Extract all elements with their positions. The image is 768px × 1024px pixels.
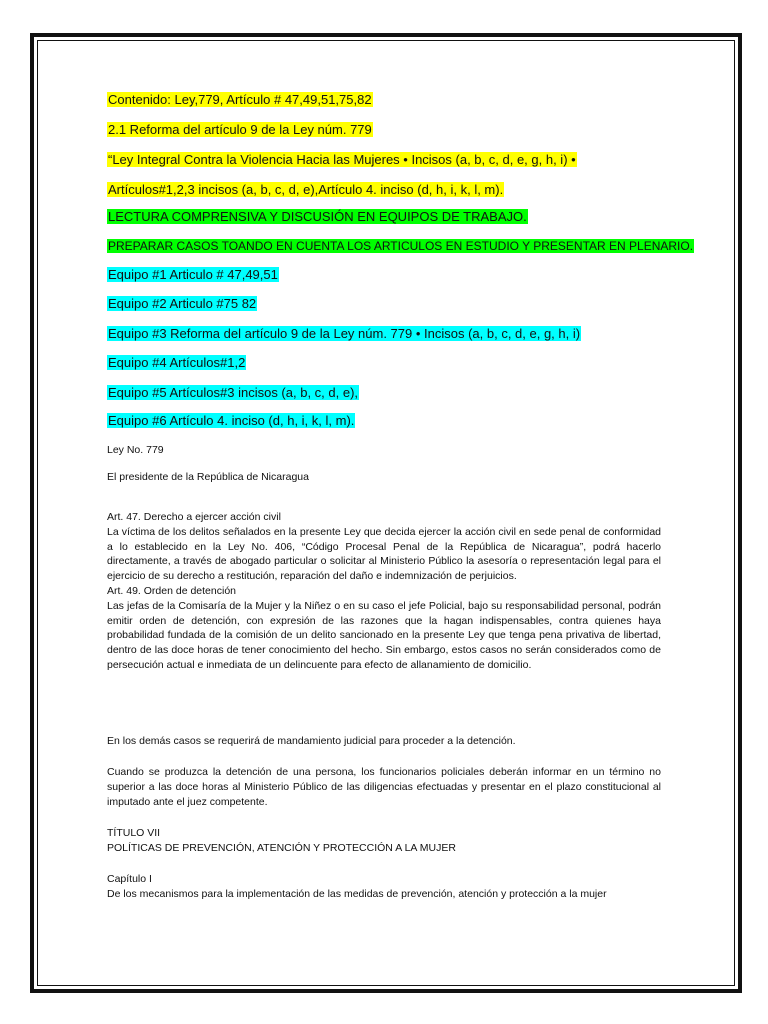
article-49-heading: Art. 49. Orden de detención (107, 584, 236, 597)
highlight-line-6 (107, 237, 694, 254)
article-49-body: Las jefas de la Comisaría de la Mujer y la Niñez o en su caso el jefe Policial, bajo su responsabilidad personal, podrán emitir orden de detención, con expresión de las razones que la hagan indispensables, contra quienes haya probabilidad fundada de la comisión de un delito sancionado en la presente Ley que tenga pena privativa de libertad, dentro de las doce horas de tener conocimiento del hecho. Sin embargo, estos casos no serán considerados como de persecución actual e inmediata de un delincuente para efecto de allanamiento de domicilio. (107, 599, 661, 671)
highlight-line-3 (107, 151, 577, 168)
highlight-line-1 (107, 91, 373, 108)
highlight-line-10 (107, 354, 246, 371)
article-47-body: La víctima de los delitos señalados en la presente Ley que decida ejercer la acción civil en sede penal de conformidad a lo establecido en la Ley No. 406, “Código Procesal Penal de la República de Nicaragua”, podrá hacerlo directamente, a través de abogado particular o solicitar al Ministerio Público la asesoría o representación legal para el ejercicio de su derecho a restitución, reparación del daño e indemnización de perjuicios. (107, 525, 661, 583)
highlight-line-12 (107, 412, 355, 429)
article-47-heading: Art. 47. Derecho a ejercer acción civil (107, 511, 281, 523)
highlight-line-8 (107, 295, 257, 312)
president-line: El presidente de la República de Nicaragua (107, 471, 309, 483)
highlighted-text: Contenido: Ley,779, Artículo # 47,49,51,75,82 (108, 92, 372, 107)
highlighted-text: LECTURA COMPRENSIVA Y DISCUSIÓN EN EQUIPOS DE TRABAJO. (108, 209, 527, 224)
article-49-para-3: Cuando se produzca la detención de una persona, los funcionarios policiales deberán informar en un término no superior a las doce horas al Ministerio Público de las diligencias efectuadas y presentar en el plazo constitucional al imputado ante el juez competente. (107, 766, 661, 808)
highlighted-text: Equipo #6 Artículo 4. inciso (d, h, i, k, l, m). (108, 413, 355, 428)
highlighted-text: PREPARAR CASOS TOANDO EN CUENTA LOS ARTICULOS EN ESTUDIO Y PRESENTAR EN PLENARIO. (108, 239, 694, 253)
highlighted-text: Artículos#1,2,3 incisos (a, b, c, d, e),Artículo 4. inciso (d, h, i, k, l, m). (108, 182, 504, 197)
highlighted-text: Equipo #3 Reforma del artículo 9 de la Ley núm. 779 • Incisos (a, b, c, d, e, g, h, i) (108, 326, 581, 341)
chapter-i-name: De los mecanismos para la implementación de las medidas de prevención, atención y protección a la mujer (107, 887, 607, 900)
article-49-para-2: En los demás casos se requerirá de mandamiento judicial para proceder a la detención. (107, 735, 516, 747)
highlight-line-9 (107, 325, 581, 342)
highlighted-text: Equipo #1 Articulo # 47,49,51 (108, 267, 278, 282)
chapter-i (107, 872, 607, 902)
article-47 (107, 510, 661, 673)
highlight-line-4 (107, 181, 504, 198)
highlighted-text: Equipo #5 Artículos#3 incisos (a, b, c, d, e), (108, 385, 359, 400)
law-number: Ley No. 779 (107, 444, 164, 456)
title-vii (107, 826, 456, 856)
highlighted-text: Equipo #2 Articulo #75 82 (108, 296, 257, 311)
highlight-line-2 (107, 121, 373, 138)
title-vii-label: TÍTULO VII (107, 827, 161, 839)
highlight-line-5 (107, 208, 528, 225)
highlight-line-7 (107, 266, 279, 283)
highlighted-text: “Ley Integral Contra la Violencia Hacia las Mujeres • Incisos (a, b, c, d, e, g, h, i) • (108, 152, 576, 167)
highlight-line-11 (107, 384, 359, 401)
highlighted-text: 2.1 Reforma del artículo 9 de la Ley núm. 779 (108, 122, 372, 137)
title-vii-name: POLÍTICAS DE PREVENCIÓN, ATENCIÓN Y PROTECCIÓN A LA MUJER (107, 841, 456, 854)
highlighted-text: Equipo #4 Artículos#1,2 (108, 355, 246, 370)
chapter-i-label: Capítulo I (107, 873, 152, 885)
